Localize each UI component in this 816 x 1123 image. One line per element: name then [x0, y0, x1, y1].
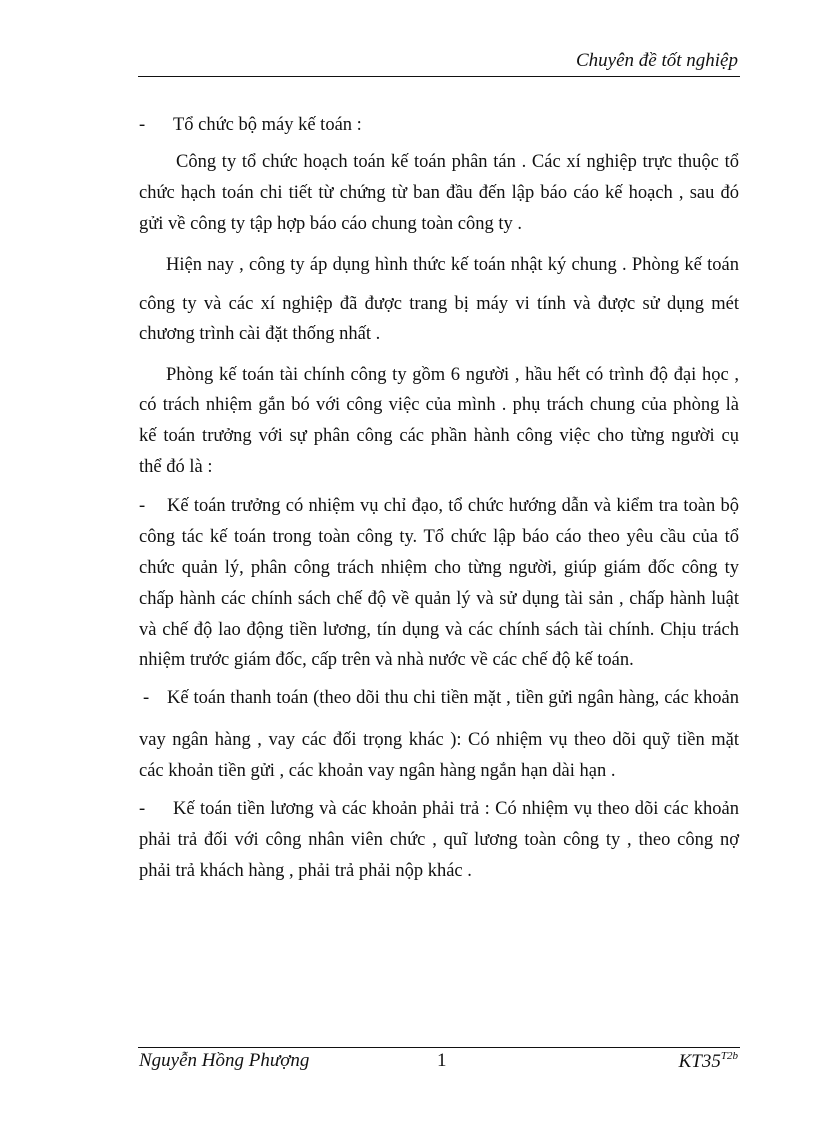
text-line: có trách nhiệm gắn bó với công việc của mình . phụ trách chung của phòng là	[139, 395, 739, 415]
bullet-line: - Tổ chức bộ máy kế toán :	[139, 115, 362, 135]
text-line: Phòng kế toán tài chính công ty gồm 6 người , hầu hết có trình độ đại học ,	[166, 365, 739, 385]
text-line: công tác kế toán trong toàn công ty. Tổ chức lập báo cáo theo yêu cầu của tổ	[139, 527, 739, 547]
text-line: các khoản tiền gửi , các khoản vay ngân hàng ngắn hạn dài hạn .	[139, 761, 616, 781]
text-line: gửi về công ty tập hợp báo cáo chung toàn công ty .	[139, 214, 523, 234]
text-line: và chế độ lao động tiền lương, tín dụng và các chính sách tài chính. Chịu trách	[139, 620, 739, 640]
footer-rule	[138, 1047, 740, 1048]
text-line: chấp hành các chính sách chế độ về quản lý và sử dụng tài sản , chấp hành luật	[139, 589, 739, 609]
bullet-text: Kế toán tiền lương và các khoản phải trả : Có nhiệm vụ theo dõi các khoản	[173, 799, 739, 819]
text-line: phải trả đối với công nhân viên chức , quĩ lương toàn công ty , theo công nợ	[139, 830, 739, 850]
text-line: kế toán trưởng với sự phân công các phần hành công việc cho từng người cụ	[139, 426, 739, 446]
text-line: chức quản lý, phân công trách nhiệm cho từng người, giúp giám đốc công ty	[139, 558, 739, 578]
bullet-line: - Kế toán trưởng có nhiệm vụ chỉ đạo, tổ chức hướng dẫn và kiểm tra toàn bộ	[139, 496, 739, 516]
text-line: chức hạch toán chi tiết từ chứng từ ban đầu đến lập báo cáo kế hoạch , sau đó	[139, 183, 739, 203]
bullet-text: Kế toán thanh toán (theo dõi thu chi tiền mặt , tiền gửi ngân hàng, các khoản	[167, 688, 739, 708]
bullet-text: Kế toán trưởng có nhiệm vụ chỉ đạo, tổ chức hướng dẫn và kiểm tra toàn bộ	[167, 496, 739, 516]
footer-author: Nguyễn Hồng Phượng	[139, 1050, 310, 1071]
footer-class-code	[679, 1050, 738, 1073]
header-title: Chuyên đề tốt nghiệp	[576, 50, 738, 71]
text-line: nhiệm trước giám đốc, cấp trên và nhà nước về các chế độ kế toán.	[139, 650, 634, 670]
bullet-line: - Kế toán thanh toán (theo dõi thu chi tiền mặt , tiền gửi ngân hàng, các khoản	[143, 688, 739, 708]
text-line: thể đó là :	[139, 457, 213, 477]
text-line: Công ty tổ chức hoạch toán kế toán phân tán . Các xí nghiệp trực thuộc tổ	[176, 152, 739, 172]
class-code: KT35	[678, 1051, 721, 1072]
header-rule	[138, 76, 740, 77]
bullet-line: - Kế toán tiền lương và các khoản phải trả : Có nhiệm vụ theo dõi các khoản	[139, 799, 739, 819]
text-line: vay ngân hàng , vay các đối trọng khác ): Có nhiệm vụ theo dõi quỹ tiền mặt	[139, 730, 739, 750]
text-line: phải trả khách hàng , phải trả phải nộp khác .	[139, 861, 472, 881]
class-code-superscript: T2b	[720, 1050, 738, 1062]
text-line: công ty và các xí nghiệp đã được trang bị máy vi tính và được sử dụng mét	[139, 294, 739, 314]
section-heading: Tổ chức bộ máy kế toán :	[173, 115, 362, 135]
text-line: Hiện nay , công ty áp dụng hình thức kế toán nhật ký chung . Phòng kế toán	[166, 255, 739, 275]
text-line: chương trình cài đặt thống nhất .	[139, 324, 381, 344]
page-number: 1	[437, 1050, 447, 1071]
